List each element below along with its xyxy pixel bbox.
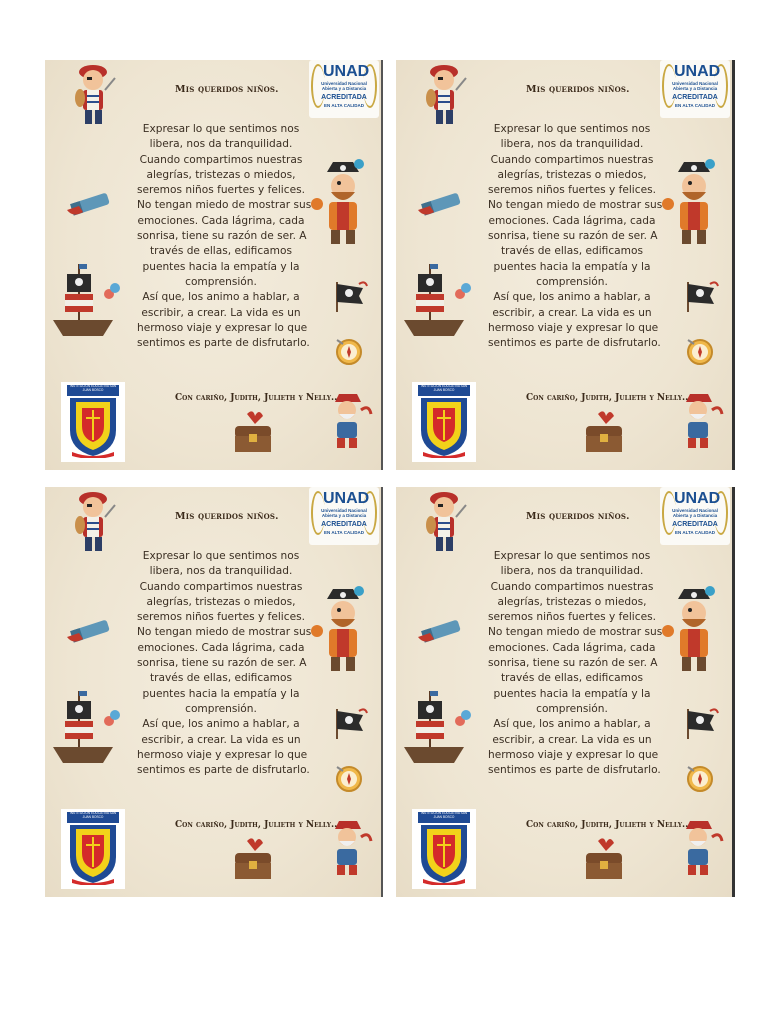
pirate-captain-illustration: [309, 585, 377, 681]
message-card: [396, 487, 735, 897]
message-line: Cuando compartimos nuestras: [490, 580, 654, 593]
unad-subtitle: [672, 81, 718, 91]
accreditation-label: ACREDITADA: [321, 521, 367, 528]
message-line: seremos niños fuertes y felices.: [488, 611, 656, 624]
message-line: emociones. Cada lágrima, cada: [488, 641, 656, 654]
message-line: hermoso viaje y expresar lo que: [137, 321, 308, 334]
greeting-heading: Mis queridos niños.: [526, 511, 630, 522]
message-line: libera, nos da tranquilidad.: [500, 565, 644, 578]
pirate-boy-illustration: [65, 60, 125, 130]
message-line: Cuando compartimos nuestras: [139, 153, 303, 166]
pirate-boy-illustration: [416, 60, 476, 130]
message-card: [45, 487, 383, 897]
unad-wordmark: UNAD: [674, 63, 721, 80]
accreditation-sub-label: EN ALTA CALIDAD: [675, 530, 715, 535]
unad-wordmark: UNAD: [323, 63, 370, 80]
telescope-illustration: [63, 615, 113, 651]
school-shield-logo: [412, 382, 476, 462]
message-line: través de ellas, edificamos: [501, 672, 643, 685]
unad-subtitle: [672, 508, 718, 518]
accreditation-label: ACREDITADA: [321, 94, 367, 101]
signature: Con cariño, Judith, Julieth y Nelly..: [175, 393, 338, 403]
school-shield-banner: INSTITUCION EDUCATIVA SAN JUAN BOSCO: [67, 385, 119, 396]
message-line: escribir, a crear. La vida es un: [492, 306, 652, 319]
school-crest-icon: [66, 396, 120, 458]
unad-subtitle-line: Abierta y a Distancia: [672, 86, 718, 91]
unad-wordmark: UNAD: [674, 490, 721, 507]
message-line: emociones. Cada lágrima, cada: [488, 214, 656, 227]
message-line: sonrisa, tiene su razón de ser. A: [137, 657, 307, 670]
compass-illustration: [331, 761, 367, 797]
message-line: seremos niños fuertes y felices.: [488, 184, 656, 197]
message-line: Cuando compartimos nuestras: [490, 153, 654, 166]
message-line: Así que, los animo a hablar, a: [493, 291, 651, 304]
school-shield-logo: [412, 809, 476, 889]
message-line: Así que, los animo a hablar, a: [493, 718, 651, 731]
message-body: [137, 549, 312, 778]
pirate-boy-illustration: [416, 487, 476, 557]
accreditation-label: ACREDITADA: [672, 521, 718, 528]
treasure-chest-illustration: [231, 410, 275, 456]
message-line: sentimos es parte de disfrutarlo.: [137, 337, 310, 350]
school-shield-banner: INSTITUCION EDUCATIVA SAN JUAN BOSCO: [418, 812, 470, 823]
message-line: escribir, a crear. La vida es un: [141, 733, 301, 746]
message-line: No tengan miedo de mostrar sus: [488, 626, 663, 639]
message-line: puentes hacia la empatía y la: [142, 260, 300, 273]
message-line: puentes hacia la empatía y la: [142, 687, 300, 700]
message-line: sentimos es parte de disfrutarlo.: [137, 764, 310, 777]
unad-subtitle: [321, 81, 367, 91]
message-line: sentimos es parte de disfrutarlo.: [488, 337, 661, 350]
pirate-captain-illustration: [660, 585, 728, 681]
compass-illustration: [682, 334, 718, 370]
message-line: sonrisa, tiene su razón de ser. A: [137, 230, 307, 243]
compass-illustration: [331, 334, 367, 370]
pirate-captain-illustration: [660, 158, 728, 254]
pirate-ship-illustration: [47, 687, 125, 771]
message-card: [396, 60, 735, 470]
treasure-chest-illustration: [582, 410, 626, 456]
unad-subtitle: [321, 508, 367, 518]
message-line: sonrisa, tiene su razón de ser. A: [488, 230, 658, 243]
message-line: emociones. Cada lágrima, cada: [137, 214, 305, 227]
message-line: comprensión.: [185, 275, 257, 288]
message-line: alegrías, tristezas o miedos,: [497, 168, 647, 181]
signature: Con cariño, Judith, Julieth y Nelly..: [526, 393, 689, 403]
message-line: hermoso viaje y expresar lo que: [488, 321, 659, 334]
unad-subtitle-line: Universidad Nacional: [321, 81, 367, 86]
message-line: escribir, a crear. La vida es un: [141, 306, 301, 319]
message-line: Expresar lo que sentimos nos: [493, 123, 651, 135]
signature: Con cariño, Judith, Julieth y Nelly..: [175, 820, 338, 830]
message-line: Expresar lo que sentimos nos: [142, 550, 300, 562]
message-line: puentes hacia la empatía y la: [493, 260, 651, 273]
message-line: alegrías, tristezas o miedos,: [146, 595, 296, 608]
accreditation-sub-label: EN ALTA CALIDAD: [324, 103, 364, 108]
greeting-heading: Mis queridos niños.: [175, 84, 279, 95]
message-line: seremos niños fuertes y felices.: [137, 611, 305, 624]
pirate-captain-illustration: [309, 158, 377, 254]
greeting-heading: Mis queridos niños.: [175, 511, 279, 522]
message-line: Cuando compartimos nuestras: [139, 580, 303, 593]
message-line: No tengan miedo de mostrar sus: [137, 199, 312, 212]
message-line: sonrisa, tiene su razón de ser. A: [488, 657, 658, 670]
message-line: No tengan miedo de mostrar sus: [488, 199, 663, 212]
telescope-illustration: [414, 615, 464, 651]
school-crest-icon: [66, 823, 120, 885]
message-line: No tengan miedo de mostrar sus: [137, 626, 312, 639]
unad-subtitle-line: Abierta y a Distancia: [672, 513, 718, 518]
pirate-ship-illustration: [398, 687, 476, 771]
message-line: hermoso viaje y expresar lo que: [488, 748, 659, 761]
school-shield-logo: [61, 382, 125, 462]
message-line: emociones. Cada lágrima, cada: [137, 641, 305, 654]
skull-flag-illustration: [680, 705, 720, 741]
message-line: Expresar lo que sentimos nos: [142, 123, 300, 135]
message-line: libera, nos da tranquilidad.: [149, 138, 293, 151]
accreditation-sub-label: EN ALTA CALIDAD: [324, 530, 364, 535]
message-body: [137, 122, 312, 351]
compass-illustration: [682, 761, 718, 797]
accreditation-sub-label: EN ALTA CALIDAD: [675, 103, 715, 108]
message-line: comprensión.: [185, 702, 257, 715]
message-line: Expresar lo que sentimos nos: [493, 550, 651, 562]
unad-subtitle-line: Abierta y a Distancia: [321, 513, 367, 518]
greeting-heading: Mis queridos niños.: [526, 84, 630, 95]
message-line: través de ellas, edificamos: [501, 245, 643, 258]
accreditation-label: ACREDITADA: [672, 94, 718, 101]
message-line: puentes hacia la empatía y la: [493, 687, 651, 700]
message-line: hermoso viaje y expresar lo que: [137, 748, 308, 761]
message-line: sentimos es parte de disfrutarlo.: [488, 764, 661, 777]
unad-subtitle-line: Universidad Nacional: [321, 508, 367, 513]
unad-subtitle-line: Universidad Nacional: [672, 508, 718, 513]
unad-wordmark: UNAD: [323, 490, 370, 507]
message-line: comprensión.: [536, 702, 608, 715]
message-line: libera, nos da tranquilidad.: [500, 138, 644, 151]
unad-subtitle-line: Abierta y a Distancia: [321, 86, 367, 91]
telescope-illustration: [63, 188, 113, 224]
message-body: [488, 549, 663, 778]
message-line: libera, nos da tranquilidad.: [149, 565, 293, 578]
school-crest-icon: [417, 823, 471, 885]
message-line: comprensión.: [536, 275, 608, 288]
message-card: [45, 60, 383, 470]
unad-subtitle-line: Universidad Nacional: [672, 81, 718, 86]
school-crest-icon: [417, 396, 471, 458]
message-line: seremos niños fuertes y felices.: [137, 184, 305, 197]
skull-flag-illustration: [329, 278, 369, 314]
message-line: alegrías, tristezas o miedos,: [497, 595, 647, 608]
school-shield-logo: [61, 809, 125, 889]
message-line: través de ellas, edificamos: [150, 672, 292, 685]
telescope-illustration: [414, 188, 464, 224]
pirate-ship-illustration: [398, 260, 476, 344]
school-shield-banner: INSTITUCION EDUCATIVA SAN JUAN BOSCO: [418, 385, 470, 396]
message-line: Así que, los animo a hablar, a: [142, 718, 300, 731]
treasure-chest-illustration: [582, 837, 626, 883]
school-shield-banner: INSTITUCION EDUCATIVA SAN JUAN BOSCO: [67, 812, 119, 823]
message-body: [488, 122, 663, 351]
pirate-boy-illustration: [65, 487, 125, 557]
message-line: Así que, los animo a hablar, a: [142, 291, 300, 304]
message-line: alegrías, tristezas o miedos,: [146, 168, 296, 181]
message-line: escribir, a crear. La vida es un: [492, 733, 652, 746]
skull-flag-illustration: [329, 705, 369, 741]
signature: Con cariño, Judith, Julieth y Nelly..: [526, 820, 689, 830]
message-line: través de ellas, edificamos: [150, 245, 292, 258]
pirate-ship-illustration: [47, 260, 125, 344]
treasure-chest-illustration: [231, 837, 275, 883]
skull-flag-illustration: [680, 278, 720, 314]
